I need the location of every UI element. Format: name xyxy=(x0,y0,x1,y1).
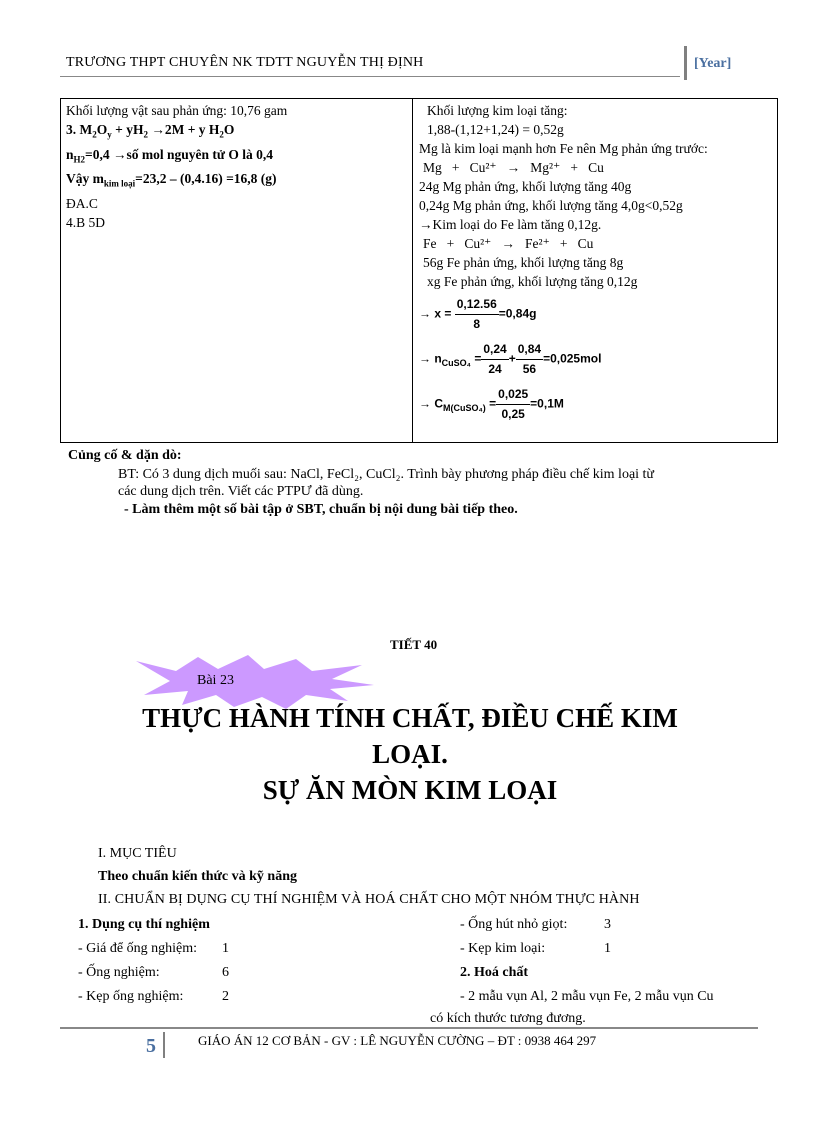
lesson-title xyxy=(80,700,740,808)
left-line-3: $n_{H2}=0,4$ →số mol nguyên tử O là 0,4 xyxy=(66,146,273,165)
table-divider xyxy=(412,98,413,443)
tool-clamp-count: 2 xyxy=(222,989,229,1004)
tool-tube-count: 6 xyxy=(222,965,229,980)
math-n: → $n_{CuSO_4}$ = $\frac{0,24}{24}$ + $\frac{0,84}{56}$ =0,025mol xyxy=(419,342,602,376)
lesson-title-line-1: THỰC HÀNH TÍNH CHẤT, ĐIỀU CHẾ KIM xyxy=(142,703,678,733)
tool-dropper-count: 3 xyxy=(604,917,611,932)
tools-title: 1. Dụng cụ thí nghiệm xyxy=(78,917,210,932)
chemicals-line-2: có kích thước tương đương. xyxy=(430,1011,586,1026)
right-line-5: 0,24g Mg phản ứng, khối lượng tăng 4,0g<0,52g xyxy=(419,198,683,213)
tool-metal-clamp: - Kẹp kim loại: xyxy=(460,941,546,956)
right-line-1: Khối lượng kim loại tăng: xyxy=(427,103,568,118)
section-objectives: I. MỤC TIÊU xyxy=(98,846,177,861)
footer-rule xyxy=(60,1027,758,1029)
lesson-period: TIẾT 40 xyxy=(390,637,438,652)
left-line-6: 4.B 5D xyxy=(66,215,106,231)
tool-clamp: - Kẹp ống nghiệm: xyxy=(78,989,184,1004)
right-line-7: 56g Fe phản ứng, khối lượng tăng 8g xyxy=(423,255,624,270)
chemicals-line-1: - 2 mẫu vụn Al, 2 mẫu vụn Fe, 2 mẫu vụn Cu xyxy=(460,989,714,1004)
section-preparation: II. CHUẨN BỊ DỤNG CỤ THÍ NGHIỆM VÀ HOÁ CHẤT CHO MỘT NHÓM THỰC HÀNH xyxy=(98,892,640,907)
objectives-text: Theo chuẩn kiến thức và kỹ năng xyxy=(98,869,298,884)
right-eq-1: Mg + Cu²⁺ → Mg²⁺ + Cu xyxy=(423,160,604,175)
left-line-4: Vậy $m_{kim loại}=23,2 - (0,4.16) =16,8$ (g) xyxy=(66,171,277,190)
right-line-2: 1,88-(1,12+1,24) = 0,52g xyxy=(427,122,564,137)
tool-dropper: - Ống hút nhỏ giọt: xyxy=(460,917,568,932)
consolidation-text-2: các dung dịch trên. Viết các PTPƯ đã dùng. xyxy=(118,484,364,499)
consolidation-text-1: BT: Có 3 dung dịch muối sau: NaCl, FeCl₂, CuCl₂. Trình bày phương pháp điều chế kim loại từ xyxy=(118,467,655,482)
tool-tube: - Ống nghiệm: xyxy=(78,965,160,980)
right-line-3: Mg là kim loại mạnh hơn Fe nên Mg phản ứng trước: xyxy=(419,141,708,156)
right-line-8: xg Fe phản ứng, khối lượng tăng 0,12g xyxy=(427,274,638,289)
math-c: → $C_{M(CuSO_4)}$ = $\frac{0,025}{0,25}$ =0,1M xyxy=(419,387,564,421)
right-eq-2: Fe + Cu²⁺ → Fe²⁺ + Cu xyxy=(423,236,594,251)
header-school: TRƯƠNG THPT CHUYÊN NK TDTT NGUYỄN THỊ ĐỊNH xyxy=(66,55,424,70)
tool-rack-count: 1 xyxy=(222,941,229,956)
left-line-2: 3. $M_2O_y + yH_2 \to 2M + y$ $H_2O$ xyxy=(66,122,235,140)
tool-metal-clamp-count: 1 xyxy=(604,941,611,956)
tool-rack: - Giá để ống nghiệm: xyxy=(78,941,197,956)
math-x: → x = $\frac{0,12.56}{8}$ =0,84g xyxy=(419,297,537,331)
consolidation-text-3: - Làm thêm một số bài tập ở SBT, chuẩn bị nội dung bài tiếp theo. xyxy=(124,502,518,517)
right-line-4: 24g Mg phản ứng, khối lượng tăng 40g xyxy=(419,179,632,194)
page-number: 5 xyxy=(146,1035,156,1057)
header-year: [Year] xyxy=(694,56,732,71)
lesson-number: Bài 23 xyxy=(197,673,234,688)
left-line-5: ĐA.C xyxy=(66,196,98,212)
table-left-cell xyxy=(66,101,406,232)
footer-divider xyxy=(163,1032,165,1058)
header-divider xyxy=(684,46,687,80)
footer-text: GIÁO ÁN 12 CƠ BẢN - GV : LÊ NGUYỄN CƯỜNG – ĐT : 0938 464 297 xyxy=(198,1033,597,1048)
lesson-title-line-2: LOẠI. xyxy=(372,739,448,769)
left-line-1: Khối lượng vật sau phản ứng: 10,76 gam xyxy=(66,103,288,118)
right-line-6: →Kim loại do Fe làm tăng 0,12g. xyxy=(419,217,602,232)
consolidation-title: Củng cố & dặn dò: xyxy=(68,448,182,463)
table-right-cell xyxy=(419,101,767,424)
header-rule xyxy=(60,76,680,77)
lesson-title-line-3: SỰ ĂN MÒN KIM LOẠI xyxy=(262,775,558,805)
chemicals-title: 2. Hoá chất xyxy=(460,965,529,980)
